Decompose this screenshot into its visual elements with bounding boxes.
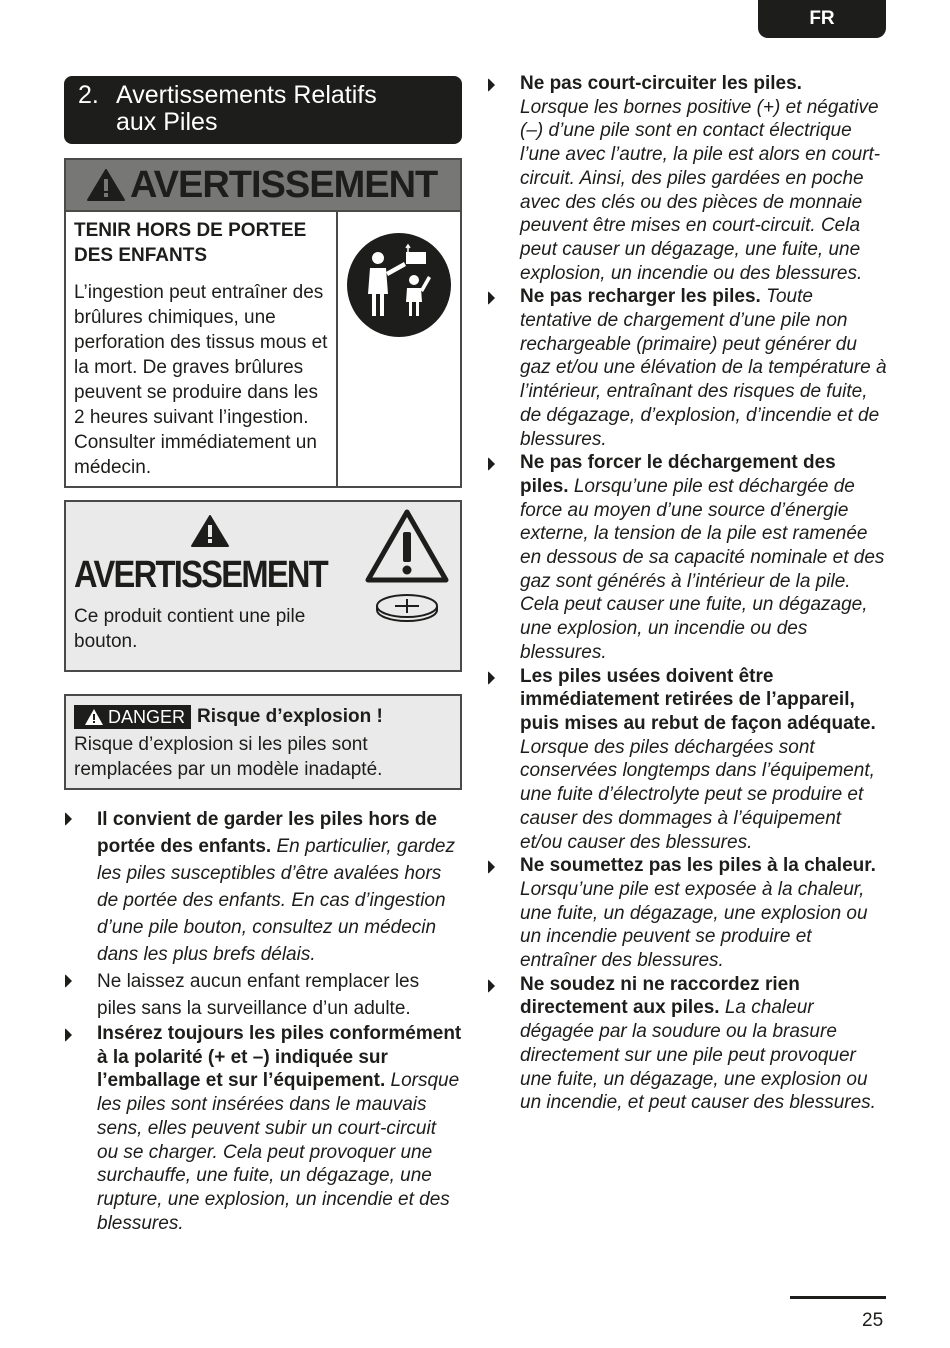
bullet-icon (488, 979, 495, 993)
list-item: Ne laissez aucun enfant remplacer les piles sans la surveillance d’un adulte. (64, 968, 462, 1022)
bullet-icon (488, 457, 495, 471)
bullet-icon (488, 291, 495, 305)
left-bullet-list (64, 806, 462, 1235)
right-bullet-list (487, 72, 887, 1115)
list-item: Ne pas forcer le déchargement des piles. Lorsqu’une pile est déchargée de force au moyen d’une source d’énergie externe, la tension de la pile est ramenée en dessous de sa capacité nominale et des gaz sont générés à l’intérieur de la pile. Cela peut causer une fuite, un dégazage, une explosion, un incendie ou des blessures. (487, 451, 887, 664)
warning-triangle-icon (190, 514, 230, 548)
footer-rule (790, 1296, 886, 1299)
list-item: Insérez toujours les piles conformément à la polarité (+ et –) indiquée sur l’emballage et sur l’équipement. Lorsque les piles sont insérées dans le mauvais sens, elles peuvent subir un court-circuit ou se charger. Cela peut provoquer une surchauffe, une fuite, un dégazage, une rupture, une explosion, un incendie et des blessures. (64, 1022, 462, 1235)
right-column (487, 72, 887, 1115)
list-item: Ne pas court-circuiter les piles. Lorsque les bornes positive (+) et négative (–) d’une pile sont en contact électrique l’une avec l’autre, la pile est alors en court-circuit. Ainsi, des piles gardées en poche avec des clés ou des pièces de monnaie peuvent être mises en court-circuit. Cela peut causer un dégazage, une fuite, une explosion, un incendie ou des blessures. (487, 72, 887, 285)
bullet-icon (65, 974, 72, 988)
button-cell-warning-box (64, 500, 462, 672)
keep-away-from-children-icon (346, 232, 452, 338)
bullet-icon (488, 860, 495, 874)
button-cell-battery-icon (362, 506, 452, 626)
ingestion-warning-heading: AVERTISSEMENT (130, 163, 438, 206)
list-item: Ne soudez ni ne raccordez rien directement aux piles. La chaleur dégagée par la soudure ou la brasure directement sur une pile peut provoquer une fuite, un dégazage, une explosion ou un incendie, et peut causer des blessures. (487, 973, 887, 1115)
section-heading (64, 76, 462, 144)
bullet-icon (488, 671, 495, 685)
list-item: Ne pas recharger les piles. Toute tentative de chargement d’une pile non rechargeable (primaire) peut générer du gaz et/ou une élévation de la température à l’intérieur, entraînant des risques de fuite, de dégazage, d’explosion, d’incendie et de blessures. (487, 285, 887, 451)
language-tab: FR (758, 0, 886, 38)
danger-text: Risque d’explosion si les piles sont remplacées par un modèle inadapté. (74, 734, 383, 780)
bullet-icon (65, 812, 72, 826)
warning-triangle-icon (84, 708, 104, 726)
button-cell-warning-text: Ce produit contient une pile bouton. (74, 606, 306, 652)
warning-triangle-icon (86, 168, 126, 202)
left-column (64, 76, 462, 1235)
list-item: Ne soumettez pas les piles à la chaleur. Lorsqu’une pile est exposée à la chaleur, une fuite, un dégazage, une explosion ou un incendie peuvent se produire et entraîner des blessures. (487, 854, 887, 973)
bullet-icon (65, 1028, 72, 1042)
page-number: 25 (862, 1310, 884, 1331)
danger-box (64, 694, 462, 790)
list-item: Les piles usées doivent être immédiatement retirées de l’appareil, puis mises au rebut de façon adéquate. Lorsque des piles déchargées sont conservées longtemps dans l’équipement, une fuite d’électrolyte peut se produire et causer des dommages à l’équipement et/ou causer des blessures. (487, 665, 887, 855)
button-cell-warning-heading: AVERTISSEMENT (74, 554, 328, 596)
bullet-icon (488, 78, 495, 92)
list-item: Il convient de garder les piles hors de portée des enfants. En particulier, gardez les piles susceptibles d’être avalées hors de portée des enfants. En cas d’ingestion d’une pile bouton, consultez un médecin dans les plus brefs délais. (64, 806, 462, 968)
danger-title: Risque d’explosion ! (197, 706, 383, 727)
ingestion-warning-header (66, 160, 460, 212)
ingestion-warning-subheading: TENIR HORS DE PORTEE DES ENFANTS (74, 220, 307, 266)
section-title: Avertissements Relatifs aux Piles (116, 81, 377, 136)
ingestion-warning-text: L’ingestion peut entraîner des brûlures chimiques, une perforation des tissus mous et la mort. De graves brûlures peuvent se produire dans les 2 heures suivant l’ingestion. Consulter immédiatement un médecin. (74, 282, 328, 478)
ingestion-warning-box (64, 158, 462, 488)
danger-badge: DANGER (74, 705, 191, 729)
section-number: 2. (78, 81, 99, 109)
